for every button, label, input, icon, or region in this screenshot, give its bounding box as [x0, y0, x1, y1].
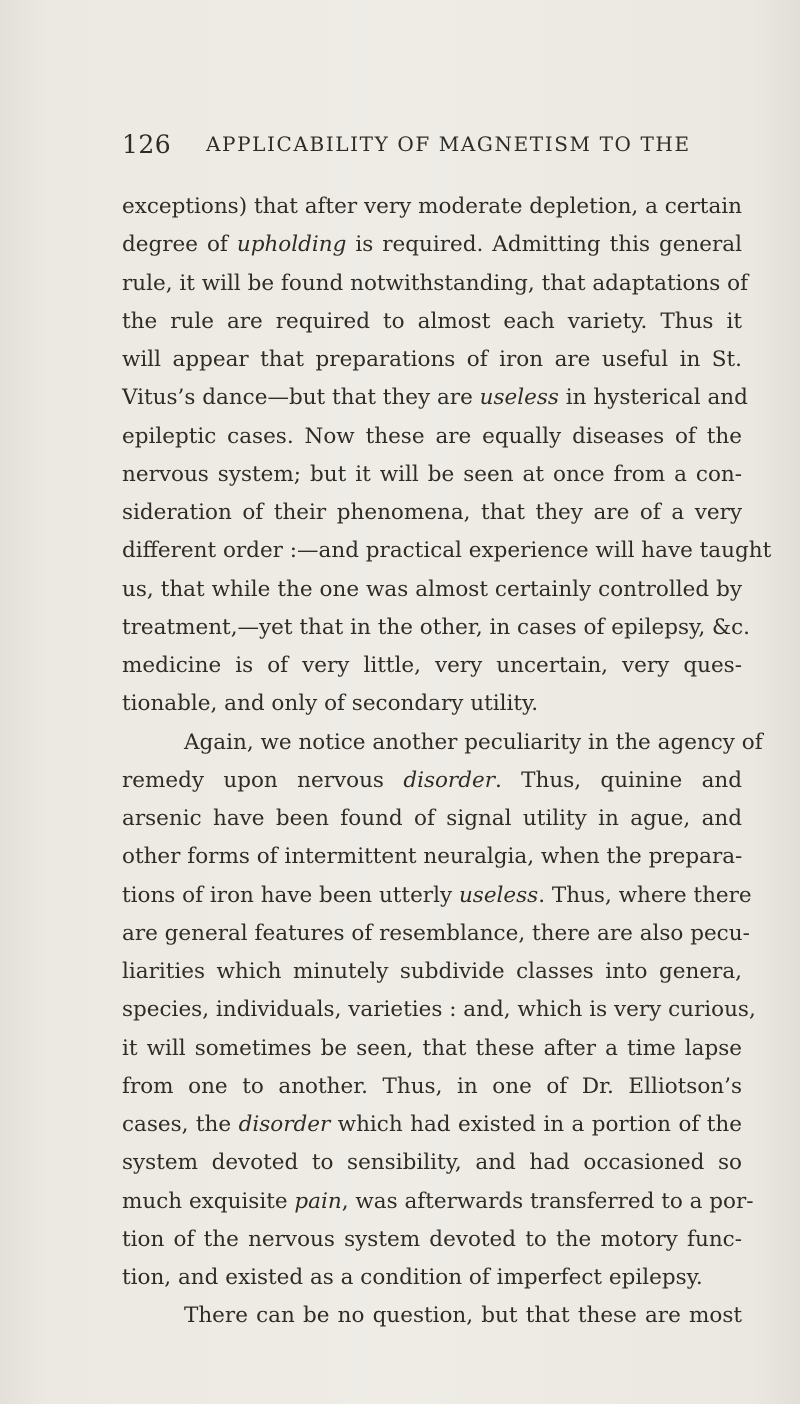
- text-line: the rule are required to almost each variety. Thus it: [122, 308, 742, 334]
- body-text: [122, 188, 772, 1336]
- text-line: tion of the nervous system devoted to the motory func-: [122, 1226, 742, 1252]
- text-line: degree of upholding is required. Admitting this general: [122, 232, 743, 258]
- text-line: system devoted to sensibility, and had occasioned so: [122, 1150, 742, 1176]
- text-line: Vitus’s dance—but that they are useless in hysterical and: [122, 385, 748, 411]
- text-line: tions of iron have been utterly useless. Thus, where there: [122, 882, 752, 908]
- text-line: medicine is of very little, very uncertain, very ques-: [122, 653, 742, 678]
- text-line: tionable, and only of secondary utility.: [122, 691, 539, 717]
- text-line: rule, it will be found notwithstanding, that adaptations of: [122, 270, 749, 296]
- text-line: it will sometimes be seen, that these after a time lapse: [122, 1035, 742, 1061]
- running-title: APPLICABILITY OF MAGNETISM TO THE: [206, 132, 691, 156]
- text-line: exceptions) that after very moderate depletion, a certain: [122, 194, 742, 219]
- text-line: cases, the disorder which had existed in a portion of the: [122, 1112, 742, 1137]
- page-header: [122, 124, 742, 164]
- text-line: epileptic cases. Now these are equally diseases of the: [122, 423, 742, 449]
- text-line: different order :—and practical experience will have taught: [122, 538, 772, 564]
- text-line: There can be no question, but that these are most: [184, 1303, 742, 1329]
- text-line: will appear that preparations of iron are useful in St.: [122, 347, 742, 372]
- text-line: nervous system; but it will be seen at once from a con-: [122, 461, 742, 487]
- text-line: sideration of their phenomena, that they are of a very: [122, 500, 742, 525]
- page-number: 126: [122, 130, 172, 159]
- text-line: species, individuals, varieties : and, which is very curious,: [122, 997, 756, 1023]
- text-line: from one to another. Thus, in one of Dr. Elliotson’s: [122, 1073, 742, 1099]
- text-line: remedy upon nervous disorder. Thus, quinine and: [122, 767, 742, 793]
- text-line: other forms of intermittent neuralgia, when the prepara-: [122, 844, 743, 870]
- text-line: arsenic have been found of signal utility in ague, and: [122, 806, 742, 831]
- text-line: us, that while the one was almost certainly controlled by: [122, 576, 742, 602]
- text-line: tion, and existed as a condition of imperfect epilepsy.: [122, 1265, 703, 1290]
- text-line: are general features of resemblance, there are also pecu-: [122, 920, 750, 946]
- text-line: liarities which minutely subdivide classes into genera,: [122, 959, 742, 984]
- text-line: Again, we notice another peculiarity in the agency of: [184, 729, 763, 755]
- text-line: treatment,—yet that in the other, in cases of epilepsy, &c.: [122, 614, 751, 640]
- text-line: much exquisite pain, was afterwards transferred to a por-: [122, 1188, 754, 1214]
